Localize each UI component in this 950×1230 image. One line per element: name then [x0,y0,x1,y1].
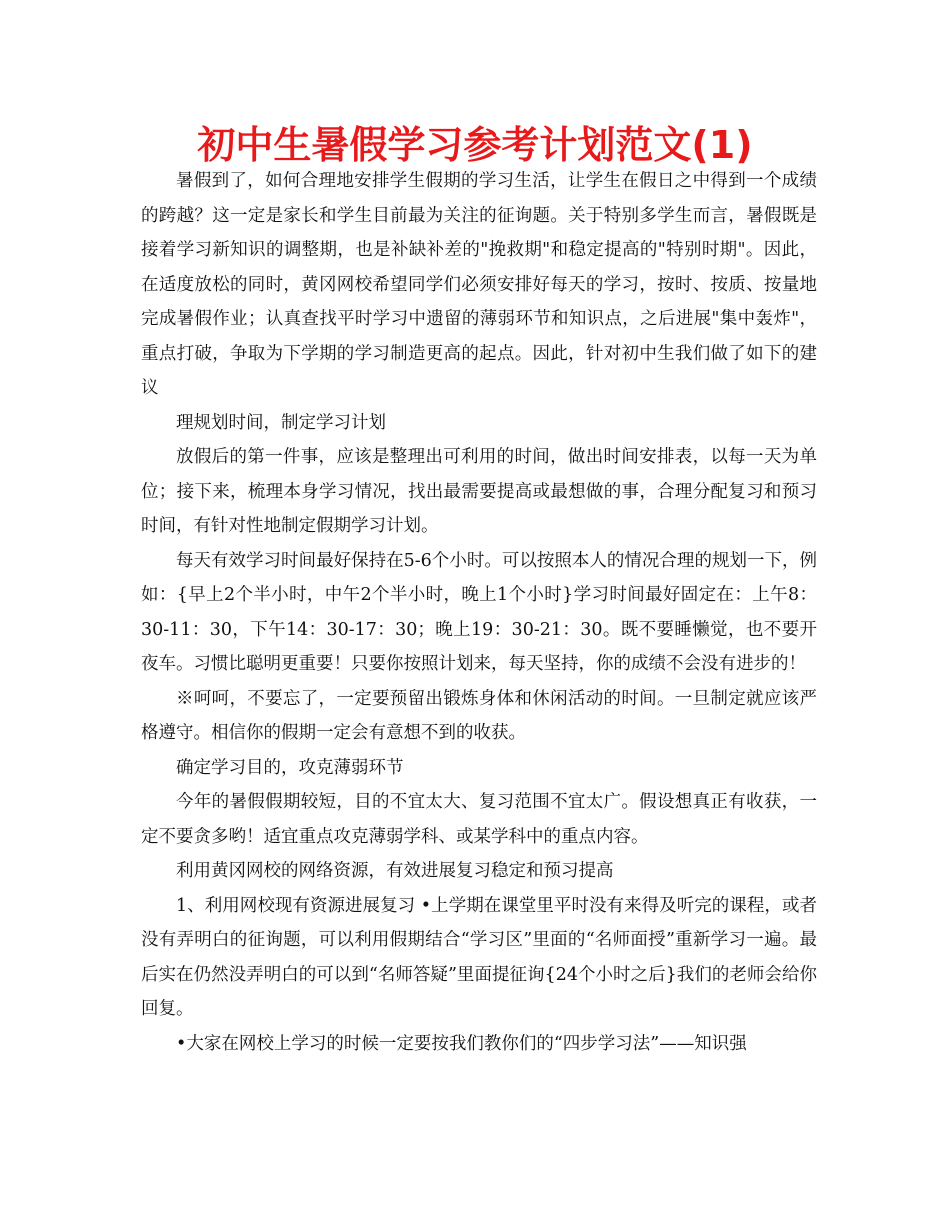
page-title: 初中生暑假学习参考计划范文(1) [197,123,753,167]
paragraph-daily-hours: 每天有效学习时间最好保持在5-6个小时。可以按照本人的情况合理的规划一下，例如：{早上2个半小时，中午2个半小时，晚上1个小时}学习时间最好固定在：上午8：30-11：30，下午14：30-17：30；晚上19：30-21：30。既不要睡懒觉，也不要开夜车。习惯比聪明更重要！只要你按照计划来，每天坚持，你的成绩不会没有进步的！ [141,550,817,674]
paragraph-resources-review: 1、利用网校现有资源进展复习 •上学期在课堂里平时没有来得及听完的课程，或者没有弄明白的征询题，可以利用假期结合“学习区”里面的“名师面授”重新学习一遍。最后实在仍然没弄明白的可以到“名师答疑”里面提征询{24个小时之后}我们的老师会给你回复。 [141,895,817,1019]
paragraph-reminder: ※呵呵，不要忘了，一定要预留出锻炼身体和休闲活动的时间。一旦制定就应该严格遵守。相信你的假期一定会有意想不到的收获。 [141,688,817,743]
paragraph-intro: 暑假到了，如何合理地安排学生假期的学习生活，让学生在假日之中得到一个成绩的跨越？这一定是家长和学生目前最为关注的征询题。关于特别多学生而言，暑假既是接着学习新知识的调整期，也是补缺补差的"挽救期"和稳定提高的"特别时期"。因此，在适度放松的同时，黄冈网校希望同学们必须安排好每天的学习，按时、按质、按量地完成暑假作业；认真查找平时学习中遗留的薄弱环节和知识点，之后进展"集中轰炸"，重点打破，争取为下学期的学习制造更高的起点。因此，针对初中生我们做了如下的建议 [141,171,817,398]
paragraph-four-step: •大家在网校上学习的时候一定要按我们教你们的“四步学习法”——知识强 [176,1033,747,1054]
section-heading-resources: 利用黄冈网校的网络资源，有效进展复习稳定和预习提高 [176,861,614,881]
paragraph-plan-time: 放假后的第一件事，应该是整理出可利用的时间，做出时间安排表，以每一天为单位；接下来，梳理本身学习情况，找出最需要提高或最想做的事，合理分配复习和预习时间，有针对性地制定假期学习计划。 [141,447,817,536]
section-heading-plan-time: 理规划时间，制定学习计划 [176,412,386,433]
document-body [141,164,817,1061]
section-heading-goals: 确定学习目的，攻克薄弱环节 [176,757,404,778]
paragraph-goals: 今年的暑假假期较短，目的不宜太大、复习范围不宜太广。假设想真正有收获，一定不要贪多哟！适宜重点攻克薄弱学科、或某学科中的重点内容。 [141,792,817,847]
